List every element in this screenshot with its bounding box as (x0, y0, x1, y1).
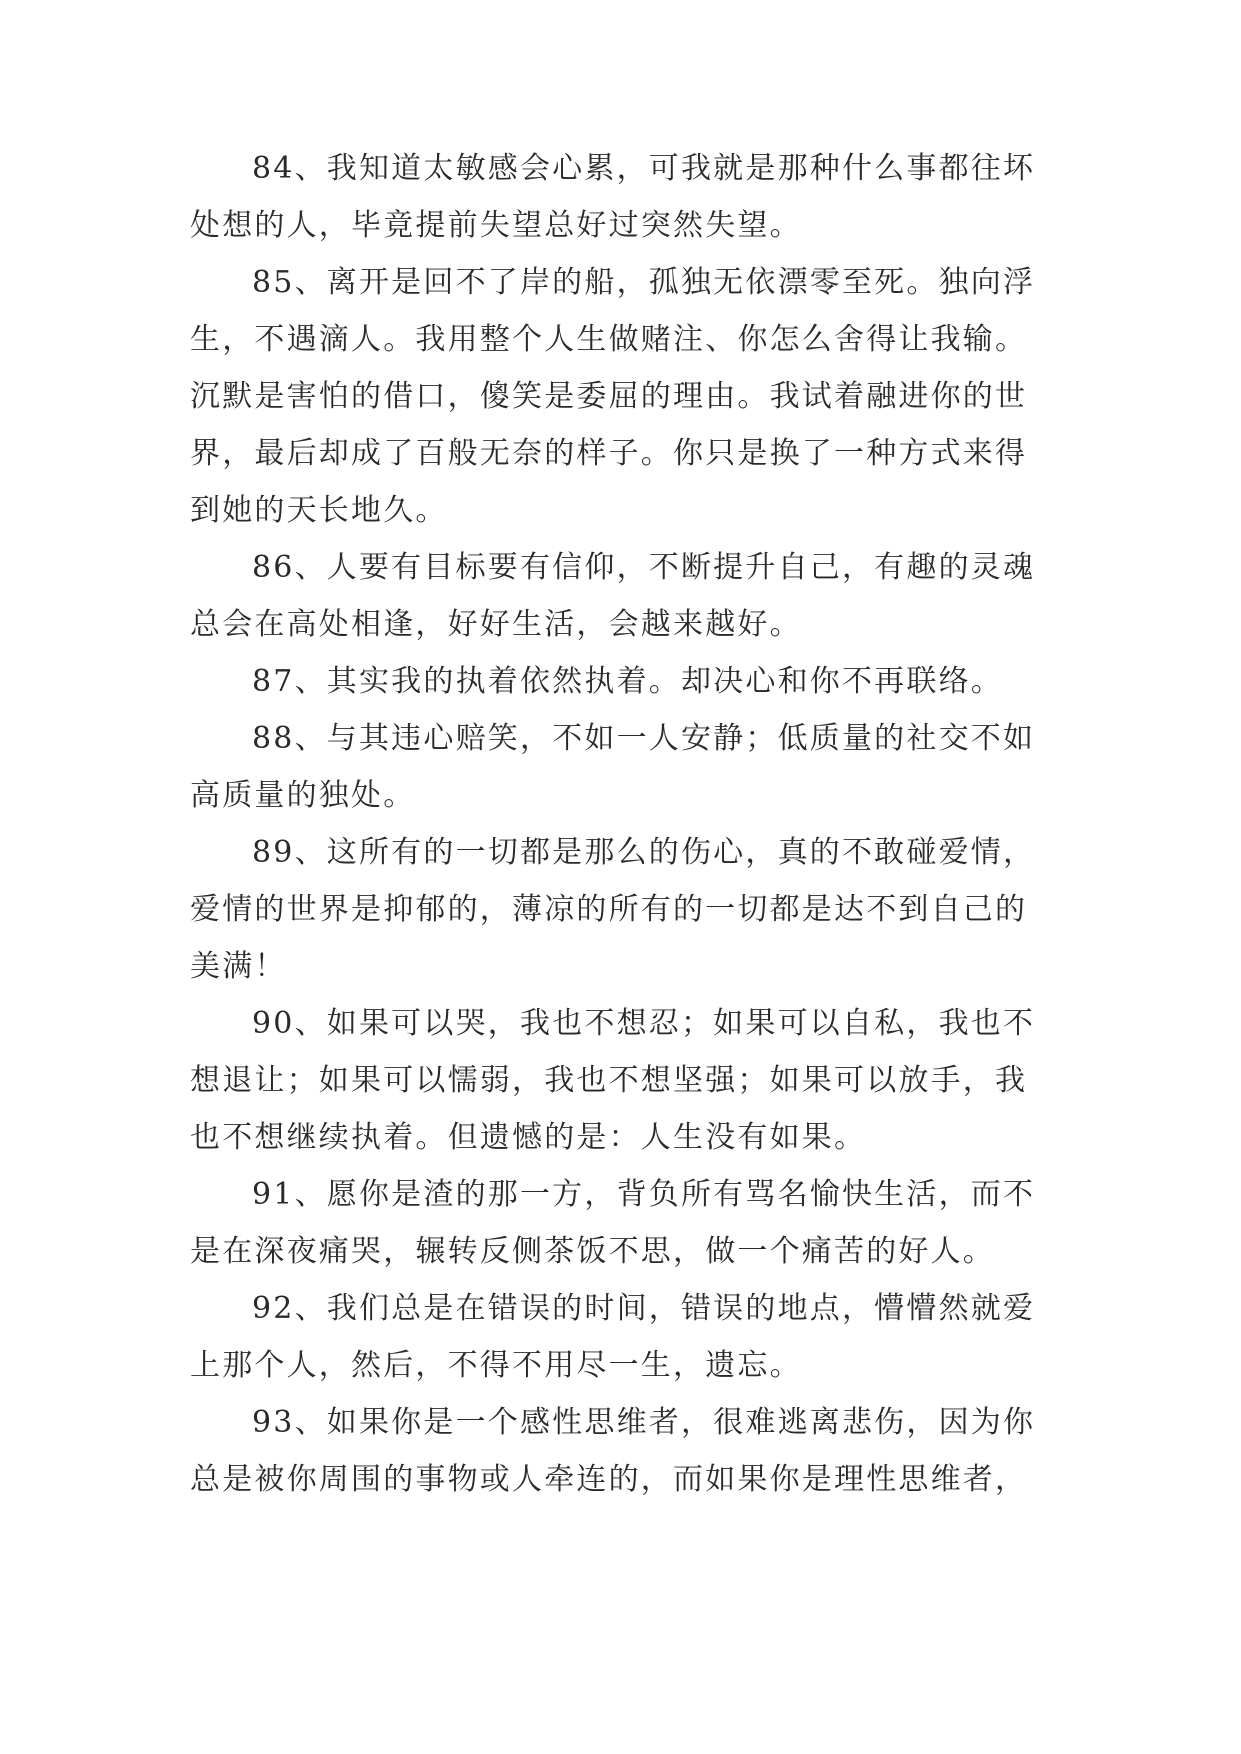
paragraph-91 (190, 1166, 1070, 1280)
paragraph-92 (190, 1280, 1070, 1394)
paragraph-line: 88、与其违心赔笑，不如一人安静；低质量的社交不如 (252, 721, 1036, 756)
paragraph-line: 89、这所有的一切都是那么的伤心，真的不敢碰爱情， (252, 835, 1036, 870)
paragraph-line: 沉默是害怕的借口，傻笑是委屈的理由。我试着融进你的世 (190, 379, 1028, 414)
paragraph-line: 91、愿你是渣的那一方，背负所有骂名愉快生活，而不 (252, 1177, 1036, 1212)
paragraph-line: 是在深夜痛哭，辗转反侧茶饭不思，做一个痛苦的好人。 (190, 1234, 995, 1269)
paragraph-line: 86、人要有目标要有信仰，不断提升自己，有趣的灵魂 (252, 550, 1036, 585)
paragraph-line: 87、其实我的执着依然执着。却决心和你不再联络。 (252, 664, 1003, 699)
paragraph-89 (190, 824, 1070, 995)
paragraph-line: 也不想继续执着。但遗憾的是：人生没有如果。 (190, 1120, 867, 1155)
paragraph-line: 93、如果你是一个感性思维者，很难逃离悲伤，因为你 (252, 1405, 1036, 1440)
paragraph-line: 92、我们总是在错误的时间，错误的地点，懵懵然就爱 (252, 1291, 1036, 1326)
paragraph-line: 上那个人，然后，不得不用尽一生，遗忘。 (190, 1348, 802, 1383)
paragraph-line: 处想的人，毕竟提前失望总好过突然失望。 (190, 208, 802, 243)
paragraph-84 (190, 140, 1070, 254)
paragraph-line: 美满！ (190, 949, 287, 984)
paragraph-93 (190, 1394, 1070, 1508)
paragraph-line: 90、如果可以哭，我也不想忍；如果可以自私，我也不 (252, 1006, 1036, 1041)
paragraph-85 (190, 254, 1070, 539)
paragraph-90 (190, 995, 1070, 1166)
paragraph-line: 84、我知道太敏感会心累，可我就是那种什么事都往坏 (252, 151, 1036, 186)
document-body (190, 140, 1070, 1508)
paragraph-line: 总会在高处相逢，好好生活，会越来越好。 (190, 607, 802, 642)
paragraph-line: 85、离开是回不了岸的船，孤独无依漂零至死。独向浮 (252, 265, 1036, 300)
paragraph-86 (190, 539, 1070, 653)
paragraph-line: 界，最后却成了百般无奈的样子。你只是换了一种方式来得 (190, 436, 1028, 471)
paragraph-line: 总是被你周围的事物或人牵连的，而如果你是理性思维者， (190, 1462, 1028, 1497)
paragraph-line: 高质量的独处。 (190, 778, 416, 813)
paragraph-line: 想退让；如果可以懦弱，我也不想坚强；如果可以放手，我 (190, 1063, 1028, 1098)
paragraph-88 (190, 710, 1070, 824)
paragraph-line: 生，不遇滴人。我用整个人生做赌注、你怎么舍得让我输。 (190, 322, 1028, 357)
paragraph-line: 到她的天长地久。 (190, 493, 448, 528)
paragraph-87 (190, 653, 1070, 710)
paragraph-line: 爱情的世界是抑郁的，薄凉的所有的一切都是达不到自己的 (190, 892, 1028, 927)
